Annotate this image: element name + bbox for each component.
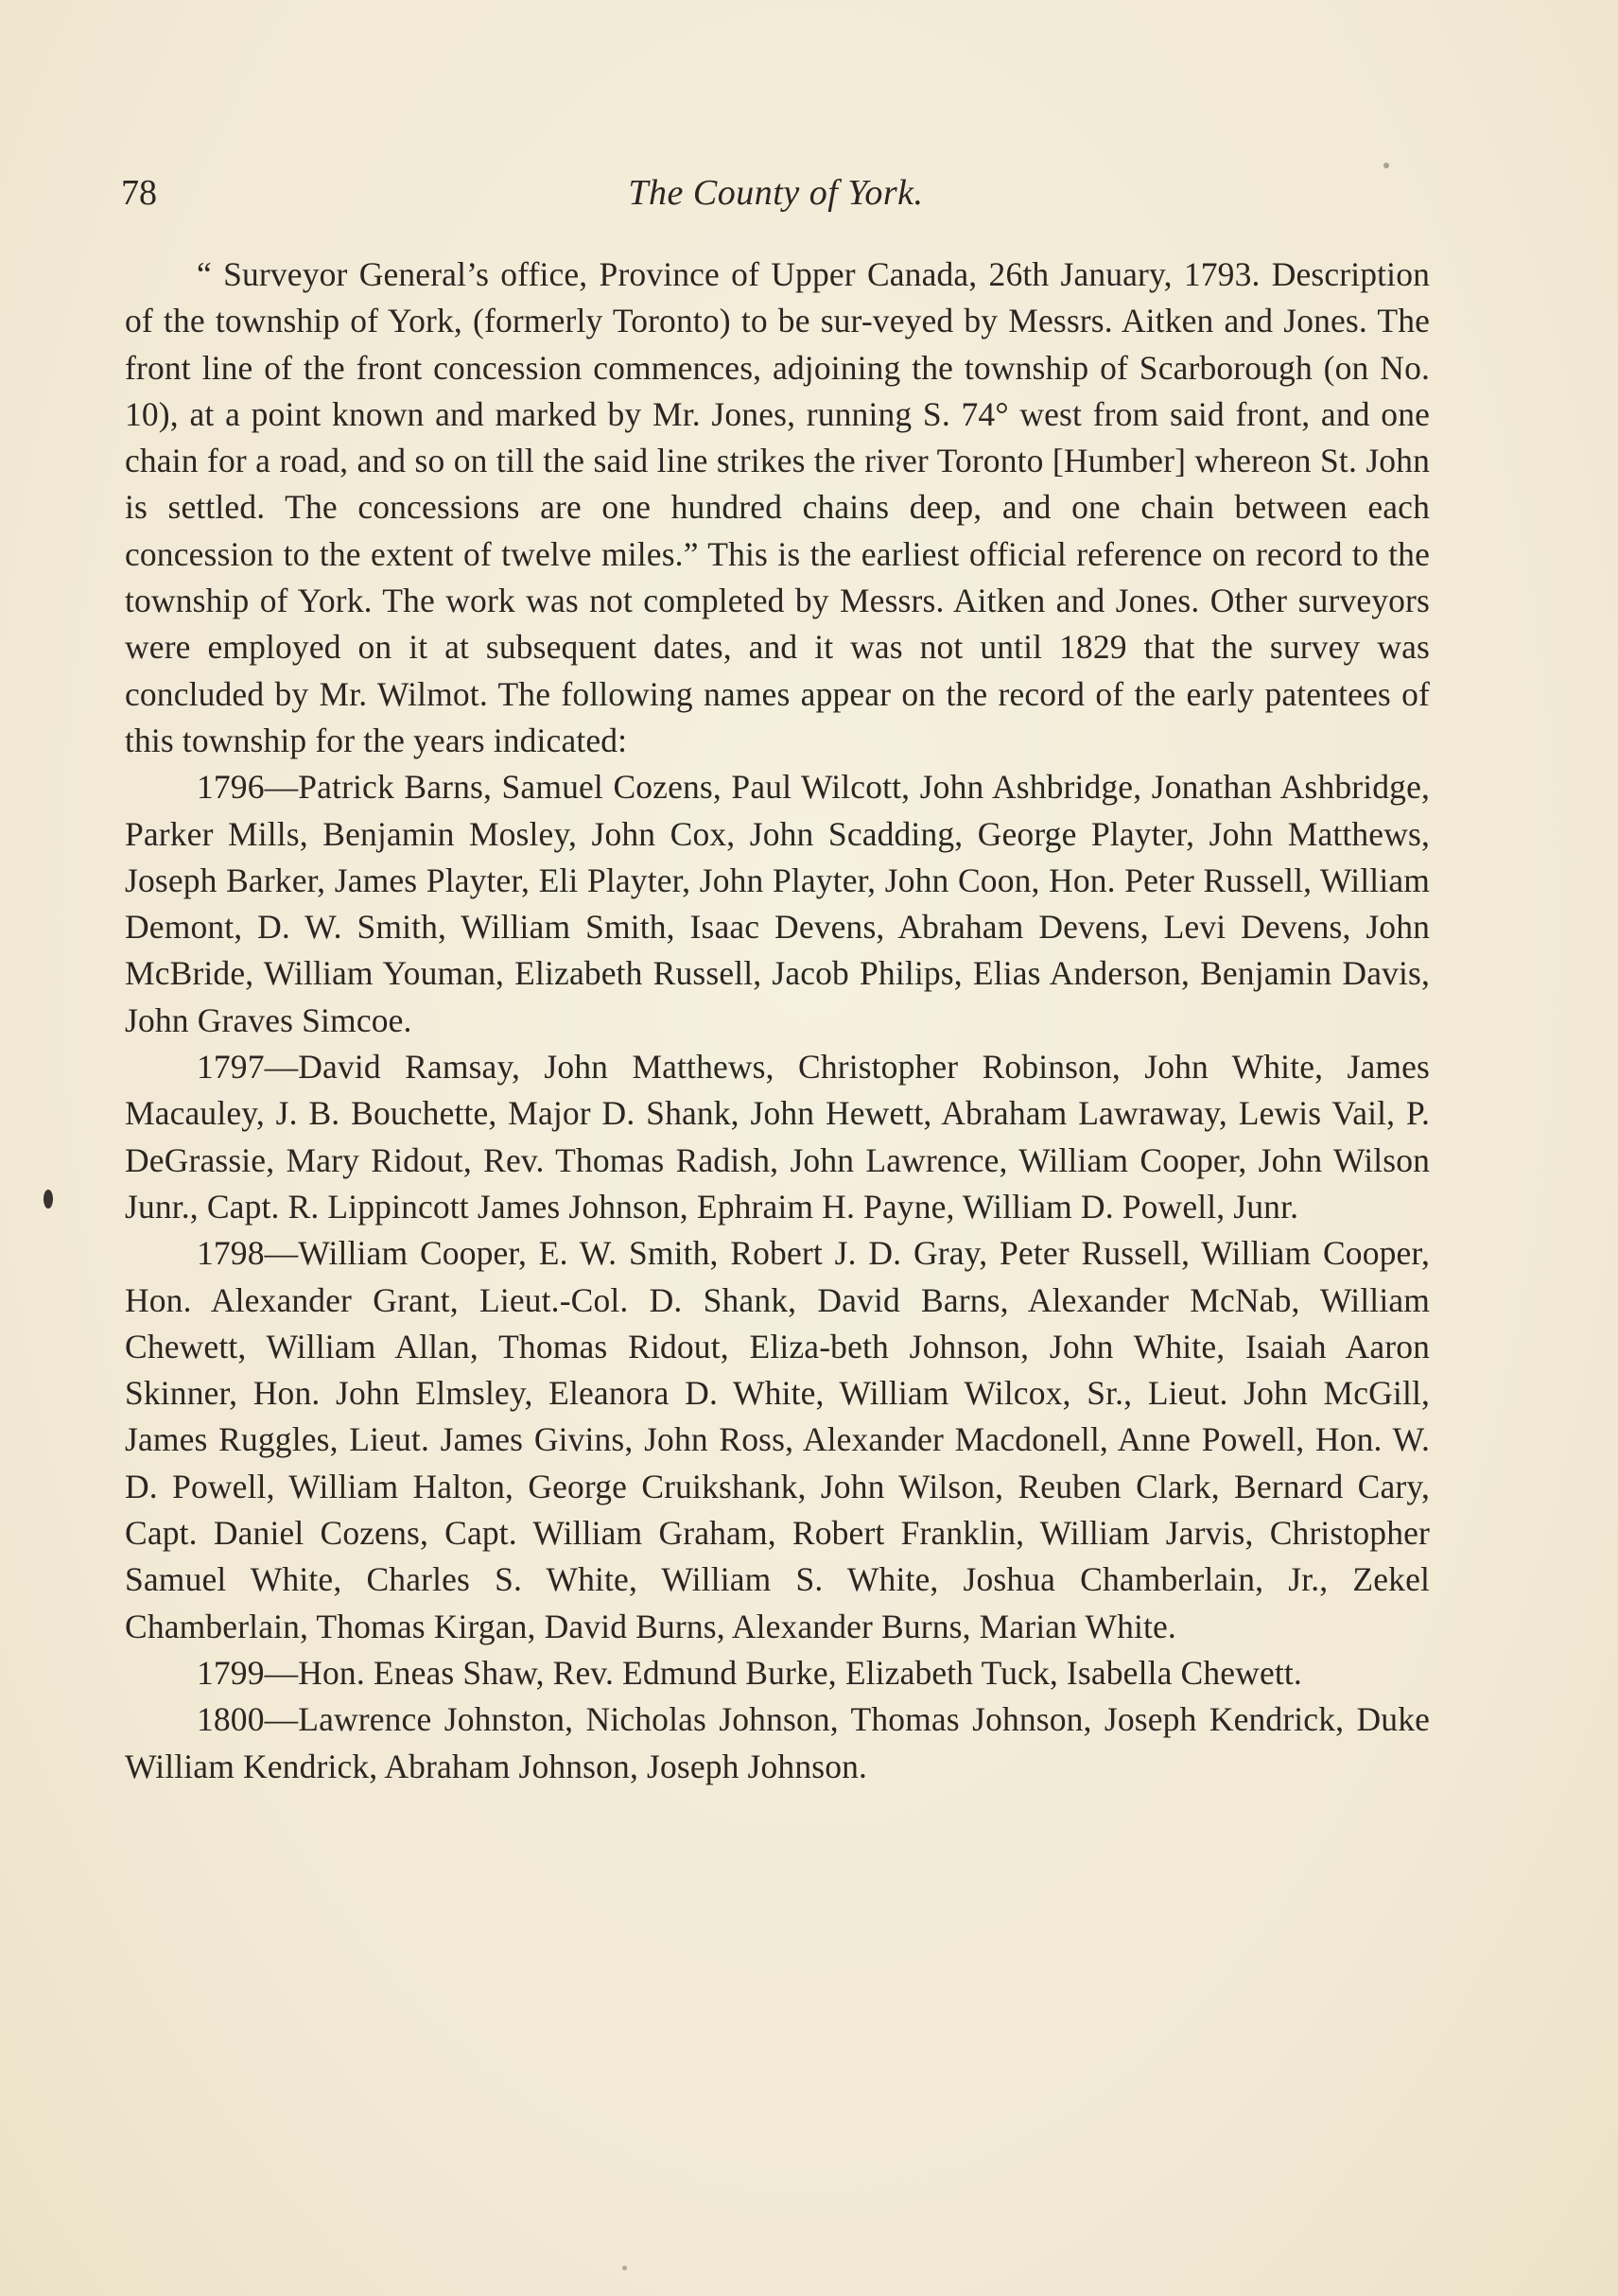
paragraph-patentees-1798: 1798—William Cooper, E. W. Smith, Robert J. D. Gray, Peter Russell, William Cooper, Hon. Alexander Grant, Lieut.-Col. D. Shank, David Barns, Alexander McNab, William Chewett, William Allan, Thomas Ridout, Eliza-beth Johnson, John White, Isaiah Aaron Skinner, Hon. John Elmsley, Eleanora D. White, William Wilcox, Sr., Lieut. John McGill, James Ruggles, Lieut. James Givins, John Ross, Alexander Macdonell, Anne Powell, Hon. W. D. Powell, William Halton, George Cruikshank, John Wilson, Reuben Clark, Bernard Cary, Capt. Daniel Cozens, Capt. William Graham, Robert Franklin, William Jarvis, Christopher Samuel White, Charles S. White, William S. White, Joshua Chamberlain, Jr., Zekel Chamberlain, Thomas Kirgan, David Burns, Alexander Burns, Marian White. (125, 1234, 1430, 1645)
page-header (121, 168, 1431, 217)
ink-speck (622, 2266, 627, 2270)
paragraph-patentees-1797: 1797—David Ramsay, John Matthews, Christopher Robinson, John White, James Macauley, J. B. Bouchette, Major D. Shank, John Hewett, Abraham Lawraway, Lewis Vail, P. DeGrassie, Mary Ridout, Rev. Thomas Radish, John Lawrence, William Cooper, John Wilson Junr., Capt. R. Lippincott James Johnson, Ephraim H. Payne, William D. Powell, Junr. (125, 1048, 1430, 1226)
running-title: The County of York. (628, 173, 924, 213)
ink-speck (43, 1190, 53, 1209)
body-text (125, 252, 1430, 1790)
page-number: 78 (121, 173, 157, 213)
ink-speck (1383, 163, 1389, 168)
paragraph-survey-description: “ Surveyor General’s office, Province of Upper Canada, 26th January, 1793. Description of the township of York, (formerly Toronto) to be sur-veyed by Messrs. Aitken and Jones. The front line of the front concession commences, adjoining the township of Scarborough (on No. 10), at a point known and marked by Mr. Jones, running S. 74° west from said front, and one chain for a road, and so on till the said line strikes the river Toronto [Humber] whereon St. John is settled. The concessions are one hundred chains deep, and one chain between each concession to the extent of twelve miles.” This is the earliest official reference on record to the township of York. The work was not completed by Messrs. Aitken and Jones. Other surveyors were employed on it at subsequent dates, and it was not until 1829 that the survey was concluded by Mr. Wilmot. The following names appear on the record of the early patentees of this township for the years indicated: (125, 255, 1430, 759)
paragraph-patentees-1796: 1796—Patrick Barns, Samuel Cozens, Paul Wilcott, John Ashbridge, Jonathan Ashbridge, Parker Mills, Benjamin Mosley, John Cox, John Scadding, George Playter, John Matthews, Joseph Barker, James Playter, Eli Playter, John Playter, John Coon, Hon. Peter Russell, William Demont, D. W. Smith, William Smith, Isaac Devens, Abraham Devens, Levi Devens, John McBride, William Youman, Elizabeth Russell, Jacob Philips, Elias Anderson, Benjamin Davis, John Graves Simcoe. (125, 768, 1430, 1039)
paragraph-patentees-1800: 1800—Lawrence Johnston, Nicholas Johnson, Thomas Johnson, Joseph Kendrick, Duke William Kendrick, Abraham Johnson, Joseph Johnson. (125, 1700, 1430, 1785)
paragraph-patentees-1799: 1799—Hon. Eneas Shaw, Rev. Edmund Burke, Elizabeth Tuck, Isabella Chewett. (197, 1653, 1302, 1692)
